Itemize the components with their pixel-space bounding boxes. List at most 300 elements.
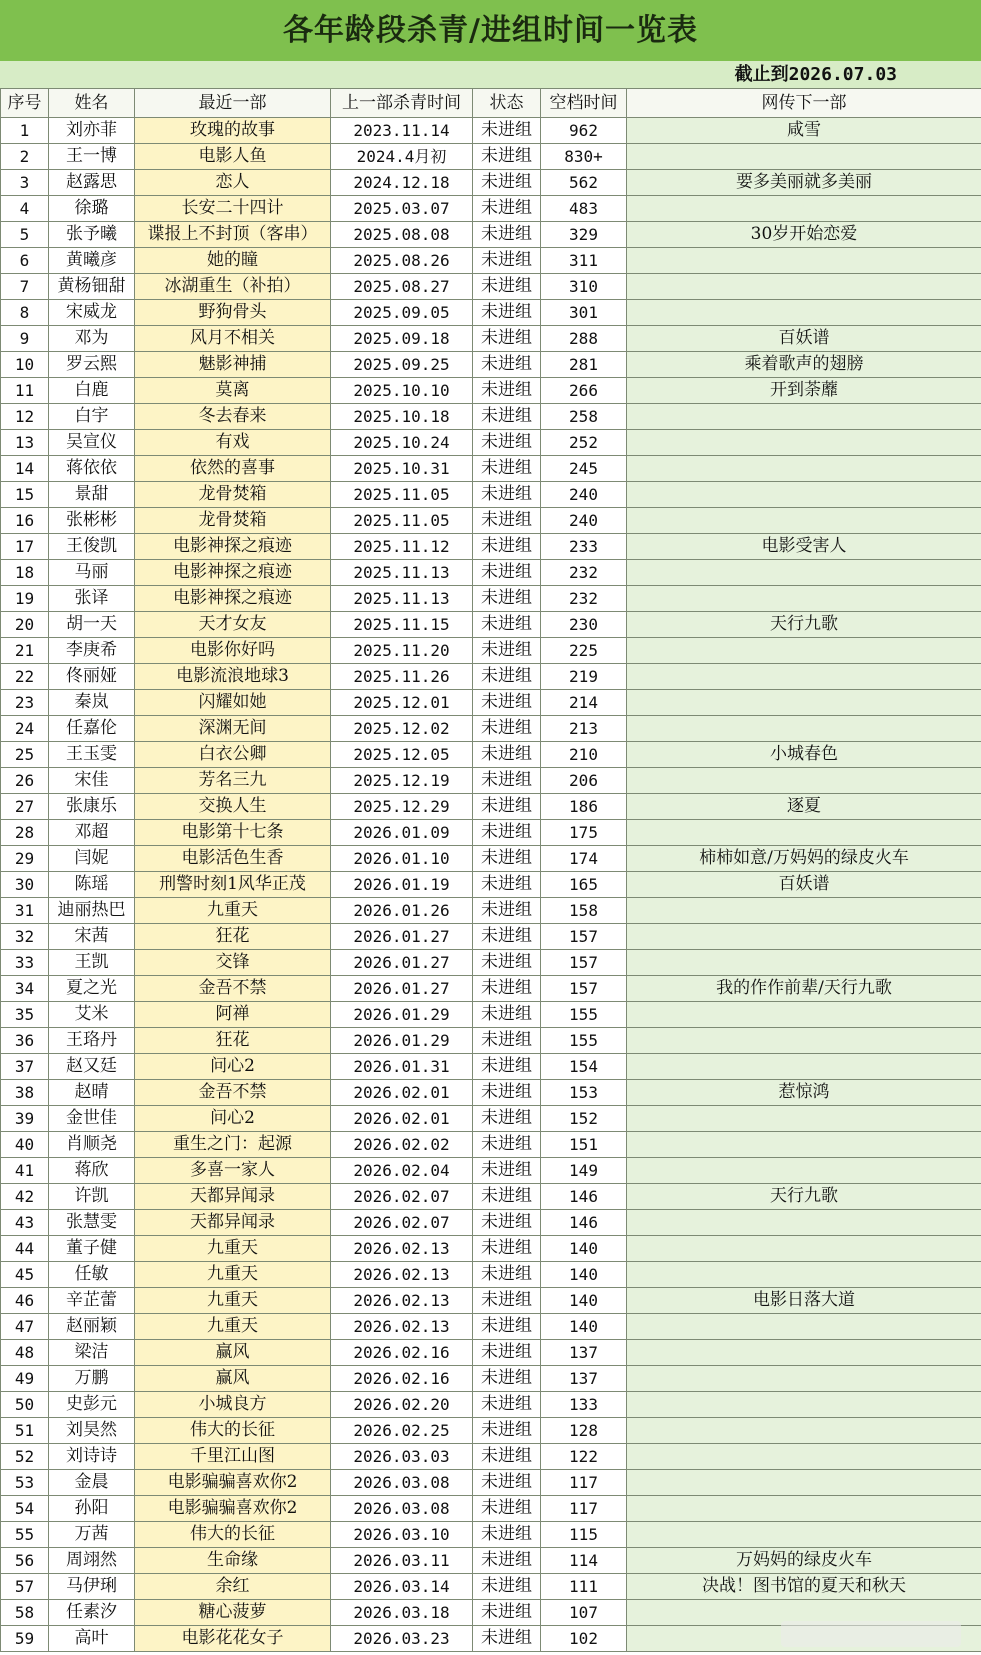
table-row bbox=[1, 846, 981, 872]
actor-name-cell: 夏之光 bbox=[49, 976, 135, 1002]
table-row bbox=[1, 560, 981, 586]
actor-name-cell: 宋茜 bbox=[49, 924, 135, 950]
rumored-next-cell bbox=[627, 144, 981, 170]
actor-name-cell: 任敏 bbox=[49, 1262, 135, 1288]
rumored-next-cell bbox=[627, 716, 981, 742]
table-row bbox=[1, 1444, 981, 1470]
row-index-cell: 45 bbox=[1, 1262, 49, 1288]
latest-work-cell: 多喜一家人 bbox=[135, 1158, 331, 1184]
latest-work-cell: 九重天 bbox=[135, 1314, 331, 1340]
rumored-next-cell bbox=[627, 768, 981, 794]
watermark bbox=[781, 1621, 961, 1647]
latest-work-cell: 冬去春来 bbox=[135, 404, 331, 430]
row-index-cell: 12 bbox=[1, 404, 49, 430]
rumored-next-cell: 乘着歌声的翅膀 bbox=[627, 352, 981, 378]
row-index-cell: 24 bbox=[1, 716, 49, 742]
row-index-cell: 36 bbox=[1, 1028, 49, 1054]
table-row bbox=[1, 1496, 981, 1522]
col-header-index: 序号 bbox=[1, 89, 49, 118]
gap-days-cell: 186 bbox=[541, 794, 627, 820]
rumored-next-cell bbox=[627, 898, 981, 924]
row-index-cell: 6 bbox=[1, 248, 49, 274]
wrap-date-cell: 2026.03.08 bbox=[331, 1496, 473, 1522]
latest-work-cell: 恋人 bbox=[135, 170, 331, 196]
actor-name-cell: 孙阳 bbox=[49, 1496, 135, 1522]
actor-name-cell: 胡一天 bbox=[49, 612, 135, 638]
wrap-date-cell: 2026.02.07 bbox=[331, 1210, 473, 1236]
actor-name-cell: 赵丽颖 bbox=[49, 1314, 135, 1340]
table-row bbox=[1, 196, 981, 222]
actor-name-cell: 佟丽娅 bbox=[49, 664, 135, 690]
rumored-next-cell bbox=[627, 1028, 981, 1054]
latest-work-cell: 狂花 bbox=[135, 924, 331, 950]
status-cell: 未进组 bbox=[473, 326, 541, 352]
rumored-next-cell bbox=[627, 1470, 981, 1496]
gap-days-cell: 140 bbox=[541, 1314, 627, 1340]
table-row bbox=[1, 482, 981, 508]
table-row bbox=[1, 274, 981, 300]
wrap-date-cell: 2025.12.29 bbox=[331, 794, 473, 820]
latest-work-cell: 交换人生 bbox=[135, 794, 331, 820]
rumored-next-cell bbox=[627, 560, 981, 586]
row-index-cell: 50 bbox=[1, 1392, 49, 1418]
rumored-next-cell: 万妈妈的绿皮火车 bbox=[627, 1548, 981, 1574]
rumored-next-cell bbox=[627, 300, 981, 326]
wrap-date-cell: 2025.09.05 bbox=[331, 300, 473, 326]
wrap-date-cell: 2025.11.20 bbox=[331, 638, 473, 664]
table-row bbox=[1, 976, 981, 1002]
status-cell: 未进组 bbox=[473, 846, 541, 872]
status-cell: 未进组 bbox=[473, 1106, 541, 1132]
latest-work-cell: 莫离 bbox=[135, 378, 331, 404]
gap-days-cell: 281 bbox=[541, 352, 627, 378]
wrap-date-cell: 2026.02.04 bbox=[331, 1158, 473, 1184]
rumored-next-cell bbox=[627, 690, 981, 716]
gap-days-cell: 225 bbox=[541, 638, 627, 664]
wrap-date-cell: 2026.01.27 bbox=[331, 976, 473, 1002]
actor-name-cell: 黄曦彦 bbox=[49, 248, 135, 274]
wrap-date-cell: 2026.02.01 bbox=[331, 1080, 473, 1106]
table-row bbox=[1, 1028, 981, 1054]
status-cell: 未进组 bbox=[473, 300, 541, 326]
row-index-cell: 13 bbox=[1, 430, 49, 456]
actor-name-cell: 艾米 bbox=[49, 1002, 135, 1028]
actor-name-cell: 宋威龙 bbox=[49, 300, 135, 326]
table-row bbox=[1, 1392, 981, 1418]
table-row bbox=[1, 664, 981, 690]
gap-days-cell: 155 bbox=[541, 1028, 627, 1054]
wrap-date-cell: 2026.02.13 bbox=[331, 1262, 473, 1288]
gap-days-cell: 258 bbox=[541, 404, 627, 430]
status-cell: 未进组 bbox=[473, 612, 541, 638]
gap-days-cell: 133 bbox=[541, 1392, 627, 1418]
latest-work-cell: 赢风 bbox=[135, 1340, 331, 1366]
latest-work-cell: 深渊无间 bbox=[135, 716, 331, 742]
latest-work-cell: 生命缘 bbox=[135, 1548, 331, 1574]
row-index-cell: 2 bbox=[1, 144, 49, 170]
table-row bbox=[1, 1210, 981, 1236]
row-index-cell: 15 bbox=[1, 482, 49, 508]
status-cell: 未进组 bbox=[473, 690, 541, 716]
actor-name-cell: 李庚希 bbox=[49, 638, 135, 664]
row-index-cell: 26 bbox=[1, 768, 49, 794]
gap-days-cell: 137 bbox=[541, 1366, 627, 1392]
status-cell: 未进组 bbox=[473, 1288, 541, 1314]
actor-name-cell: 金晨 bbox=[49, 1470, 135, 1496]
rumored-next-cell bbox=[627, 1444, 981, 1470]
latest-work-cell: 九重天 bbox=[135, 898, 331, 924]
gap-days-cell: 232 bbox=[541, 560, 627, 586]
status-cell: 未进组 bbox=[473, 1444, 541, 1470]
table-row bbox=[1, 1574, 981, 1600]
gap-days-cell: 301 bbox=[541, 300, 627, 326]
actor-name-cell: 万茜 bbox=[49, 1522, 135, 1548]
status-cell: 未进组 bbox=[473, 1600, 541, 1626]
actor-name-cell: 万鹏 bbox=[49, 1366, 135, 1392]
actor-name-cell: 张彬彬 bbox=[49, 508, 135, 534]
rumored-next-cell bbox=[627, 430, 981, 456]
actor-name-cell: 邓超 bbox=[49, 820, 135, 846]
rumored-next-cell: 百妖谱 bbox=[627, 872, 981, 898]
status-cell: 未进组 bbox=[473, 1002, 541, 1028]
row-index-cell: 16 bbox=[1, 508, 49, 534]
actor-name-cell: 张慧雯 bbox=[49, 1210, 135, 1236]
row-index-cell: 18 bbox=[1, 560, 49, 586]
latest-work-cell: 天都异闻录 bbox=[135, 1210, 331, 1236]
status-cell: 未进组 bbox=[473, 924, 541, 950]
gap-days-cell: 158 bbox=[541, 898, 627, 924]
table-row bbox=[1, 742, 981, 768]
rumored-next-cell bbox=[627, 1262, 981, 1288]
gap-days-cell: 232 bbox=[541, 586, 627, 612]
row-index-cell: 21 bbox=[1, 638, 49, 664]
status-cell: 未进组 bbox=[473, 1210, 541, 1236]
gap-days-cell: 152 bbox=[541, 1106, 627, 1132]
table-row bbox=[1, 924, 981, 950]
row-index-cell: 37 bbox=[1, 1054, 49, 1080]
row-index-cell: 41 bbox=[1, 1158, 49, 1184]
latest-work-cell: 长安二十四计 bbox=[135, 196, 331, 222]
actor-name-cell: 白鹿 bbox=[49, 378, 135, 404]
actor-name-cell: 罗云熙 bbox=[49, 352, 135, 378]
wrap-date-cell: 2026.03.08 bbox=[331, 1470, 473, 1496]
latest-work-cell: 糖心菠萝 bbox=[135, 1600, 331, 1626]
actor-name-cell: 梁洁 bbox=[49, 1340, 135, 1366]
row-index-cell: 19 bbox=[1, 586, 49, 612]
rumored-next-cell bbox=[627, 1366, 981, 1392]
gap-days-cell: 562 bbox=[541, 170, 627, 196]
latest-work-cell: 金吾不禁 bbox=[135, 976, 331, 1002]
actor-name-cell: 黄杨钿甜 bbox=[49, 274, 135, 300]
status-cell: 未进组 bbox=[473, 1080, 541, 1106]
gap-days-cell: 329 bbox=[541, 222, 627, 248]
row-index-cell: 14 bbox=[1, 456, 49, 482]
status-cell: 未进组 bbox=[473, 1392, 541, 1418]
status-cell: 未进组 bbox=[473, 1626, 541, 1652]
gap-days-cell: 111 bbox=[541, 1574, 627, 1600]
latest-work-cell: 天都异闻录 bbox=[135, 1184, 331, 1210]
latest-work-cell: 她的瞳 bbox=[135, 248, 331, 274]
table-row bbox=[1, 1340, 981, 1366]
status-cell: 未进组 bbox=[473, 118, 541, 144]
actor-name-cell: 王玉雯 bbox=[49, 742, 135, 768]
row-index-cell: 42 bbox=[1, 1184, 49, 1210]
gap-days-cell: 154 bbox=[541, 1054, 627, 1080]
rumored-next-cell bbox=[627, 482, 981, 508]
table-row bbox=[1, 1548, 981, 1574]
actor-name-cell: 刘亦菲 bbox=[49, 118, 135, 144]
status-cell: 未进组 bbox=[473, 1158, 541, 1184]
status-cell: 未进组 bbox=[473, 508, 541, 534]
row-index-cell: 27 bbox=[1, 794, 49, 820]
latest-work-cell: 赢风 bbox=[135, 1366, 331, 1392]
row-index-cell: 54 bbox=[1, 1496, 49, 1522]
actor-name-cell: 张予曦 bbox=[49, 222, 135, 248]
status-cell: 未进组 bbox=[473, 742, 541, 768]
gap-days-cell: 149 bbox=[541, 1158, 627, 1184]
col-header-rumored-next: 网传下一部 bbox=[627, 89, 981, 118]
gap-days-cell: 483 bbox=[541, 196, 627, 222]
wrap-date-cell: 2026.02.01 bbox=[331, 1106, 473, 1132]
actor-name-cell: 迪丽热巴 bbox=[49, 898, 135, 924]
status-cell: 未进组 bbox=[473, 1132, 541, 1158]
latest-work-cell: 白衣公卿 bbox=[135, 742, 331, 768]
status-cell: 未进组 bbox=[473, 664, 541, 690]
status-cell: 未进组 bbox=[473, 1418, 541, 1444]
rumored-next-cell bbox=[627, 274, 981, 300]
status-cell: 未进组 bbox=[473, 1340, 541, 1366]
wrap-date-cell: 2026.01.27 bbox=[331, 950, 473, 976]
gap-days-cell: 266 bbox=[541, 378, 627, 404]
actor-name-cell: 刘诗诗 bbox=[49, 1444, 135, 1470]
rumored-next-cell: 咸雪 bbox=[627, 118, 981, 144]
gap-days-cell: 114 bbox=[541, 1548, 627, 1574]
gap-days-cell: 107 bbox=[541, 1600, 627, 1626]
wrap-date-cell: 2025.11.05 bbox=[331, 508, 473, 534]
status-cell: 未进组 bbox=[473, 248, 541, 274]
table-row bbox=[1, 1080, 981, 1106]
row-index-cell: 52 bbox=[1, 1444, 49, 1470]
actor-name-cell: 蒋欣 bbox=[49, 1158, 135, 1184]
wrap-date-cell: 2026.02.13 bbox=[331, 1236, 473, 1262]
rumored-next-cell bbox=[627, 950, 981, 976]
row-index-cell: 44 bbox=[1, 1236, 49, 1262]
table-row bbox=[1, 1158, 981, 1184]
row-index-cell: 9 bbox=[1, 326, 49, 352]
actor-name-cell: 任嘉伦 bbox=[49, 716, 135, 742]
wrap-date-cell: 2025.11.15 bbox=[331, 612, 473, 638]
row-index-cell: 7 bbox=[1, 274, 49, 300]
latest-work-cell: 野狗骨头 bbox=[135, 300, 331, 326]
rumored-next-cell bbox=[627, 820, 981, 846]
table-row bbox=[1, 508, 981, 534]
wrap-date-cell: 2026.01.27 bbox=[331, 924, 473, 950]
status-cell: 未进组 bbox=[473, 404, 541, 430]
row-index-cell: 31 bbox=[1, 898, 49, 924]
col-header-status: 状态 bbox=[473, 89, 541, 118]
status-cell: 未进组 bbox=[473, 768, 541, 794]
gap-days-cell: 122 bbox=[541, 1444, 627, 1470]
rumored-next-cell bbox=[627, 924, 981, 950]
table-row bbox=[1, 586, 981, 612]
gap-days-cell: 219 bbox=[541, 664, 627, 690]
status-cell: 未进组 bbox=[473, 794, 541, 820]
as-of-date: 截止到2026.07.03 bbox=[734, 64, 897, 85]
table-row bbox=[1, 1470, 981, 1496]
table-row bbox=[1, 690, 981, 716]
latest-work-cell: 芳名三九 bbox=[135, 768, 331, 794]
actor-name-cell: 马丽 bbox=[49, 560, 135, 586]
gap-days-cell: 117 bbox=[541, 1470, 627, 1496]
rumored-next-cell bbox=[627, 456, 981, 482]
latest-work-cell: 金吾不禁 bbox=[135, 1080, 331, 1106]
table-row bbox=[1, 768, 981, 794]
row-index-cell: 58 bbox=[1, 1600, 49, 1626]
row-index-cell: 10 bbox=[1, 352, 49, 378]
table-row bbox=[1, 1522, 981, 1548]
row-index-cell: 1 bbox=[1, 118, 49, 144]
actor-name-cell: 秦岚 bbox=[49, 690, 135, 716]
schedule-table bbox=[0, 88, 981, 1652]
rumored-next-cell bbox=[627, 508, 981, 534]
table-row bbox=[1, 222, 981, 248]
wrap-date-cell: 2026.02.07 bbox=[331, 1184, 473, 1210]
row-index-cell: 23 bbox=[1, 690, 49, 716]
gap-days-cell: 157 bbox=[541, 976, 627, 1002]
gap-days-cell: 214 bbox=[541, 690, 627, 716]
rumored-next-cell bbox=[627, 196, 981, 222]
gap-days-cell: 117 bbox=[541, 1496, 627, 1522]
gap-days-cell: 230 bbox=[541, 612, 627, 638]
latest-work-cell: 阿禅 bbox=[135, 1002, 331, 1028]
latest-work-cell: 魅影神捕 bbox=[135, 352, 331, 378]
rumored-next-cell: 天行九歌 bbox=[627, 1184, 981, 1210]
latest-work-cell: 电影活色生香 bbox=[135, 846, 331, 872]
row-index-cell: 43 bbox=[1, 1210, 49, 1236]
status-cell: 未进组 bbox=[473, 872, 541, 898]
rumored-next-cell bbox=[627, 404, 981, 430]
gap-days-cell: 102 bbox=[541, 1626, 627, 1652]
table-row bbox=[1, 820, 981, 846]
gap-days-cell: 310 bbox=[541, 274, 627, 300]
table-row bbox=[1, 378, 981, 404]
table-row bbox=[1, 430, 981, 456]
status-cell: 未进组 bbox=[473, 274, 541, 300]
gap-days-cell: 146 bbox=[541, 1184, 627, 1210]
row-index-cell: 49 bbox=[1, 1366, 49, 1392]
row-index-cell: 53 bbox=[1, 1470, 49, 1496]
actor-name-cell: 吴宣仪 bbox=[49, 430, 135, 456]
row-index-cell: 46 bbox=[1, 1288, 49, 1314]
actor-name-cell: 景甜 bbox=[49, 482, 135, 508]
status-cell: 未进组 bbox=[473, 1314, 541, 1340]
table-row bbox=[1, 1236, 981, 1262]
table-row bbox=[1, 118, 981, 144]
table-row bbox=[1, 144, 981, 170]
wrap-date-cell: 2026.01.29 bbox=[331, 1002, 473, 1028]
status-cell: 未进组 bbox=[473, 820, 541, 846]
gap-days-cell: 240 bbox=[541, 508, 627, 534]
table-row bbox=[1, 794, 981, 820]
status-cell: 未进组 bbox=[473, 170, 541, 196]
latest-work-cell: 刑警时刻1风华正茂 bbox=[135, 872, 331, 898]
table-body bbox=[1, 118, 981, 1652]
latest-work-cell: 狂花 bbox=[135, 1028, 331, 1054]
status-cell: 未进组 bbox=[473, 1028, 541, 1054]
table-row bbox=[1, 716, 981, 742]
row-index-cell: 55 bbox=[1, 1522, 49, 1548]
row-index-cell: 4 bbox=[1, 196, 49, 222]
rumored-next-cell bbox=[627, 1340, 981, 1366]
actor-name-cell: 高叶 bbox=[49, 1626, 135, 1652]
gap-days-cell: 174 bbox=[541, 846, 627, 872]
table-row bbox=[1, 638, 981, 664]
wrap-date-cell: 2026.02.02 bbox=[331, 1132, 473, 1158]
latest-work-cell: 伟大的长征 bbox=[135, 1418, 331, 1444]
status-cell: 未进组 bbox=[473, 430, 541, 456]
status-cell: 未进组 bbox=[473, 716, 541, 742]
wrap-date-cell: 2025.12.05 bbox=[331, 742, 473, 768]
wrap-date-cell: 2025.12.01 bbox=[331, 690, 473, 716]
wrap-date-cell: 2026.01.09 bbox=[331, 820, 473, 846]
actor-name-cell: 肖顺尧 bbox=[49, 1132, 135, 1158]
gap-days-cell: 206 bbox=[541, 768, 627, 794]
status-cell: 未进组 bbox=[473, 898, 541, 924]
wrap-date-cell: 2026.01.26 bbox=[331, 898, 473, 924]
gap-days-cell: 210 bbox=[541, 742, 627, 768]
latest-work-cell: 重生之门：起源 bbox=[135, 1132, 331, 1158]
wrap-date-cell: 2025.03.07 bbox=[331, 196, 473, 222]
actor-name-cell: 王珞丹 bbox=[49, 1028, 135, 1054]
row-index-cell: 22 bbox=[1, 664, 49, 690]
status-cell: 未进组 bbox=[473, 196, 541, 222]
row-index-cell: 32 bbox=[1, 924, 49, 950]
rumored-next-cell bbox=[627, 1002, 981, 1028]
table-row bbox=[1, 1132, 981, 1158]
table-row bbox=[1, 898, 981, 924]
latest-work-cell: 千里江山图 bbox=[135, 1444, 331, 1470]
actor-name-cell: 董子健 bbox=[49, 1236, 135, 1262]
actor-name-cell: 赵又廷 bbox=[49, 1054, 135, 1080]
gap-days-cell: 157 bbox=[541, 950, 627, 976]
rumored-next-cell bbox=[627, 1158, 981, 1184]
latest-work-cell: 电影骗骗喜欢你2 bbox=[135, 1470, 331, 1496]
row-index-cell: 17 bbox=[1, 534, 49, 560]
rumored-next-cell: 电影日落大道 bbox=[627, 1288, 981, 1314]
rumored-next-cell bbox=[627, 1132, 981, 1158]
actor-name-cell: 马伊琍 bbox=[49, 1574, 135, 1600]
actor-name-cell: 张康乐 bbox=[49, 794, 135, 820]
rumored-next-cell bbox=[627, 1054, 981, 1080]
actor-name-cell: 邓为 bbox=[49, 326, 135, 352]
row-index-cell: 56 bbox=[1, 1548, 49, 1574]
wrap-date-cell: 2025.10.24 bbox=[331, 430, 473, 456]
table-row bbox=[1, 1184, 981, 1210]
wrap-date-cell: 2025.11.26 bbox=[331, 664, 473, 690]
row-index-cell: 39 bbox=[1, 1106, 49, 1132]
status-cell: 未进组 bbox=[473, 1470, 541, 1496]
gap-days-cell: 240 bbox=[541, 482, 627, 508]
latest-work-cell: 有戏 bbox=[135, 430, 331, 456]
status-cell: 未进组 bbox=[473, 560, 541, 586]
table-row bbox=[1, 326, 981, 352]
table-row bbox=[1, 1054, 981, 1080]
status-cell: 未进组 bbox=[473, 1184, 541, 1210]
latest-work-cell: 伟大的长征 bbox=[135, 1522, 331, 1548]
status-cell: 未进组 bbox=[473, 144, 541, 170]
gap-days-cell: 157 bbox=[541, 924, 627, 950]
latest-work-cell: 电影花花女子 bbox=[135, 1626, 331, 1652]
